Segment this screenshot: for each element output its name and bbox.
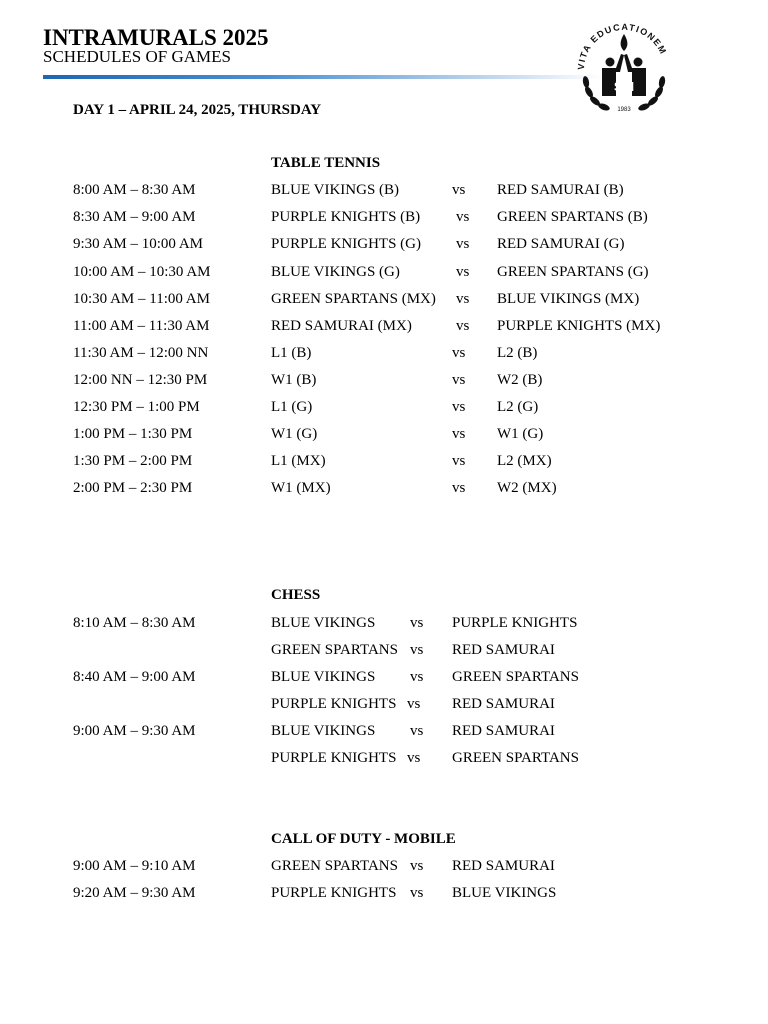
schedule-row [0,747,768,769]
logo-arc-text: VITA EDUCATIONEM [575,21,669,71]
away-team: W2 (MX) [497,480,557,496]
day-heading: DAY 1 – APRIL 24, 2025, THURSDAY [73,102,322,118]
schedule-row [0,288,768,310]
vs-label: vs [407,696,421,712]
home-team: L1 (MX) [271,453,326,469]
home-team: GREEN SPARTANS [271,858,398,874]
away-team: RED SAMURAI (G) [497,236,625,252]
game-time: 2:00 PM – 2:30 PM [73,480,193,496]
vs-label: vs [452,182,466,198]
home-team: BLUE VIKINGS [271,723,376,739]
away-team: GREEN SPARTANS (G) [497,264,649,280]
schedule-row [0,179,768,201]
home-team: PURPLE KNIGHTS (B) [271,209,421,225]
home-team: PURPLE KNIGHTS [271,750,397,766]
game-time: 1:00 PM – 1:30 PM [73,426,193,442]
schedule-row [0,342,768,364]
vs-label: vs [456,264,470,280]
schedule-row [0,855,768,877]
away-team: PURPLE KNIGHTS [452,615,578,631]
game-time: 9:20 AM – 9:30 AM [73,885,196,901]
game-time: 9:00 AM – 9:10 AM [73,858,196,874]
away-team: GREEN SPARTANS [452,669,579,685]
schedule-row [0,233,768,255]
game-time: 9:30 AM – 10:00 AM [73,236,204,252]
page-title: INTRAMURALS 2025 [43,25,269,50]
vs-label: vs [410,885,424,901]
away-team: RED SAMURAI [452,696,555,712]
vs-label: vs [410,669,424,685]
home-team: W1 (B) [271,372,317,388]
vs-label: vs [407,750,421,766]
schedule-row [0,720,768,742]
schedule-row [0,450,768,472]
home-team: PURPLE KNIGHTS [271,885,397,901]
vs-label: vs [452,345,466,361]
home-team: PURPLE KNIGHTS [271,696,397,712]
home-team: L1 (B) [271,345,312,361]
away-team: RED SAMURAI [452,858,555,874]
away-team: RED SAMURAI [452,723,555,739]
vs-label: vs [452,399,466,415]
home-team: W1 (MX) [271,480,331,496]
torch-flame-icon [621,34,628,51]
schedule-row [0,882,768,904]
game-time: 11:00 AM – 11:30 AM [73,318,210,334]
schedule-row [0,612,768,634]
vs-label: vs [456,291,470,307]
away-team: BLUE VIKINGS [452,885,557,901]
home-team: W1 (G) [271,426,318,442]
away-team: L2 (B) [497,345,538,361]
schedule-row [0,666,768,688]
schedule-row [0,693,768,715]
vs-label: vs [452,426,466,442]
away-team: RED SAMURAI [452,642,555,658]
schedule-row [0,206,768,228]
game-time: 10:00 AM – 10:30 AM [73,264,211,280]
home-team: BLUE VIKINGS [271,615,376,631]
vs-label: vs [452,480,466,496]
vs-label: vs [456,236,470,252]
vs-label: vs [456,209,470,225]
section-title: TABLE TENNIS [271,155,381,171]
vs-label: vs [410,858,424,874]
home-team: GREEN SPARTANS (MX) [271,291,436,307]
home-team: BLUE VIKINGS (B) [271,182,400,198]
game-time: 12:30 PM – 1:00 PM [73,399,200,415]
sti-logo [572,16,676,116]
away-team: GREEN SPARTANS [452,750,579,766]
vs-label: vs [410,615,424,631]
away-team: PURPLE KNIGHTS (MX) [497,318,661,334]
game-time: 11:30 AM – 12:00 NN [73,345,209,361]
away-team: BLUE VIKINGS (MX) [497,291,640,307]
game-time: 9:00 AM – 9:30 AM [73,723,196,739]
schedule-row [0,315,768,337]
game-time: 8:30 AM – 9:00 AM [73,209,196,225]
schedule-row [0,261,768,283]
away-team: W1 (G) [497,426,544,442]
page-subtitle: SCHEDULES OF GAMES [43,47,231,66]
game-time: 8:10 AM – 8:30 AM [73,615,196,631]
vs-label: vs [452,453,466,469]
header-divider [43,75,603,79]
vs-label: vs [452,372,466,388]
vs-label: vs [410,723,424,739]
schedule-row [0,396,768,418]
game-time: 8:00 AM – 8:30 AM [73,182,196,198]
game-time: 10:30 AM – 11:00 AM [73,291,210,307]
away-team: RED SAMURAI (B) [497,182,624,198]
schedule-row [0,477,768,499]
game-time: 1:30 PM – 2:00 PM [73,453,193,469]
section-title: CHESS [271,587,321,603]
game-time: 12:00 NN – 12:30 PM [73,372,208,388]
schedule-row [0,423,768,445]
away-team: L2 (MX) [497,453,552,469]
home-team: BLUE VIKINGS (G) [271,264,400,280]
game-time: 8:40 AM – 9:00 AM [73,669,196,685]
vs-label: vs [456,318,470,334]
away-team: L2 (G) [497,399,539,415]
logo-initials: STI [613,79,635,94]
away-team: W2 (B) [497,372,543,388]
home-team: BLUE VIKINGS [271,669,376,685]
vs-label: vs [410,642,424,658]
logo-year: 1983 [617,107,631,113]
away-team: GREEN SPARTANS (B) [497,209,648,225]
home-team: RED SAMURAI (MX) [271,318,412,334]
schedule-row [0,369,768,391]
home-team: L1 (G) [271,399,313,415]
section-title: CALL OF DUTY - MOBILE [271,831,456,847]
schedule-row [0,639,768,661]
home-team: GREEN SPARTANS [271,642,398,658]
home-team: PURPLE KNIGHTS (G) [271,236,421,252]
